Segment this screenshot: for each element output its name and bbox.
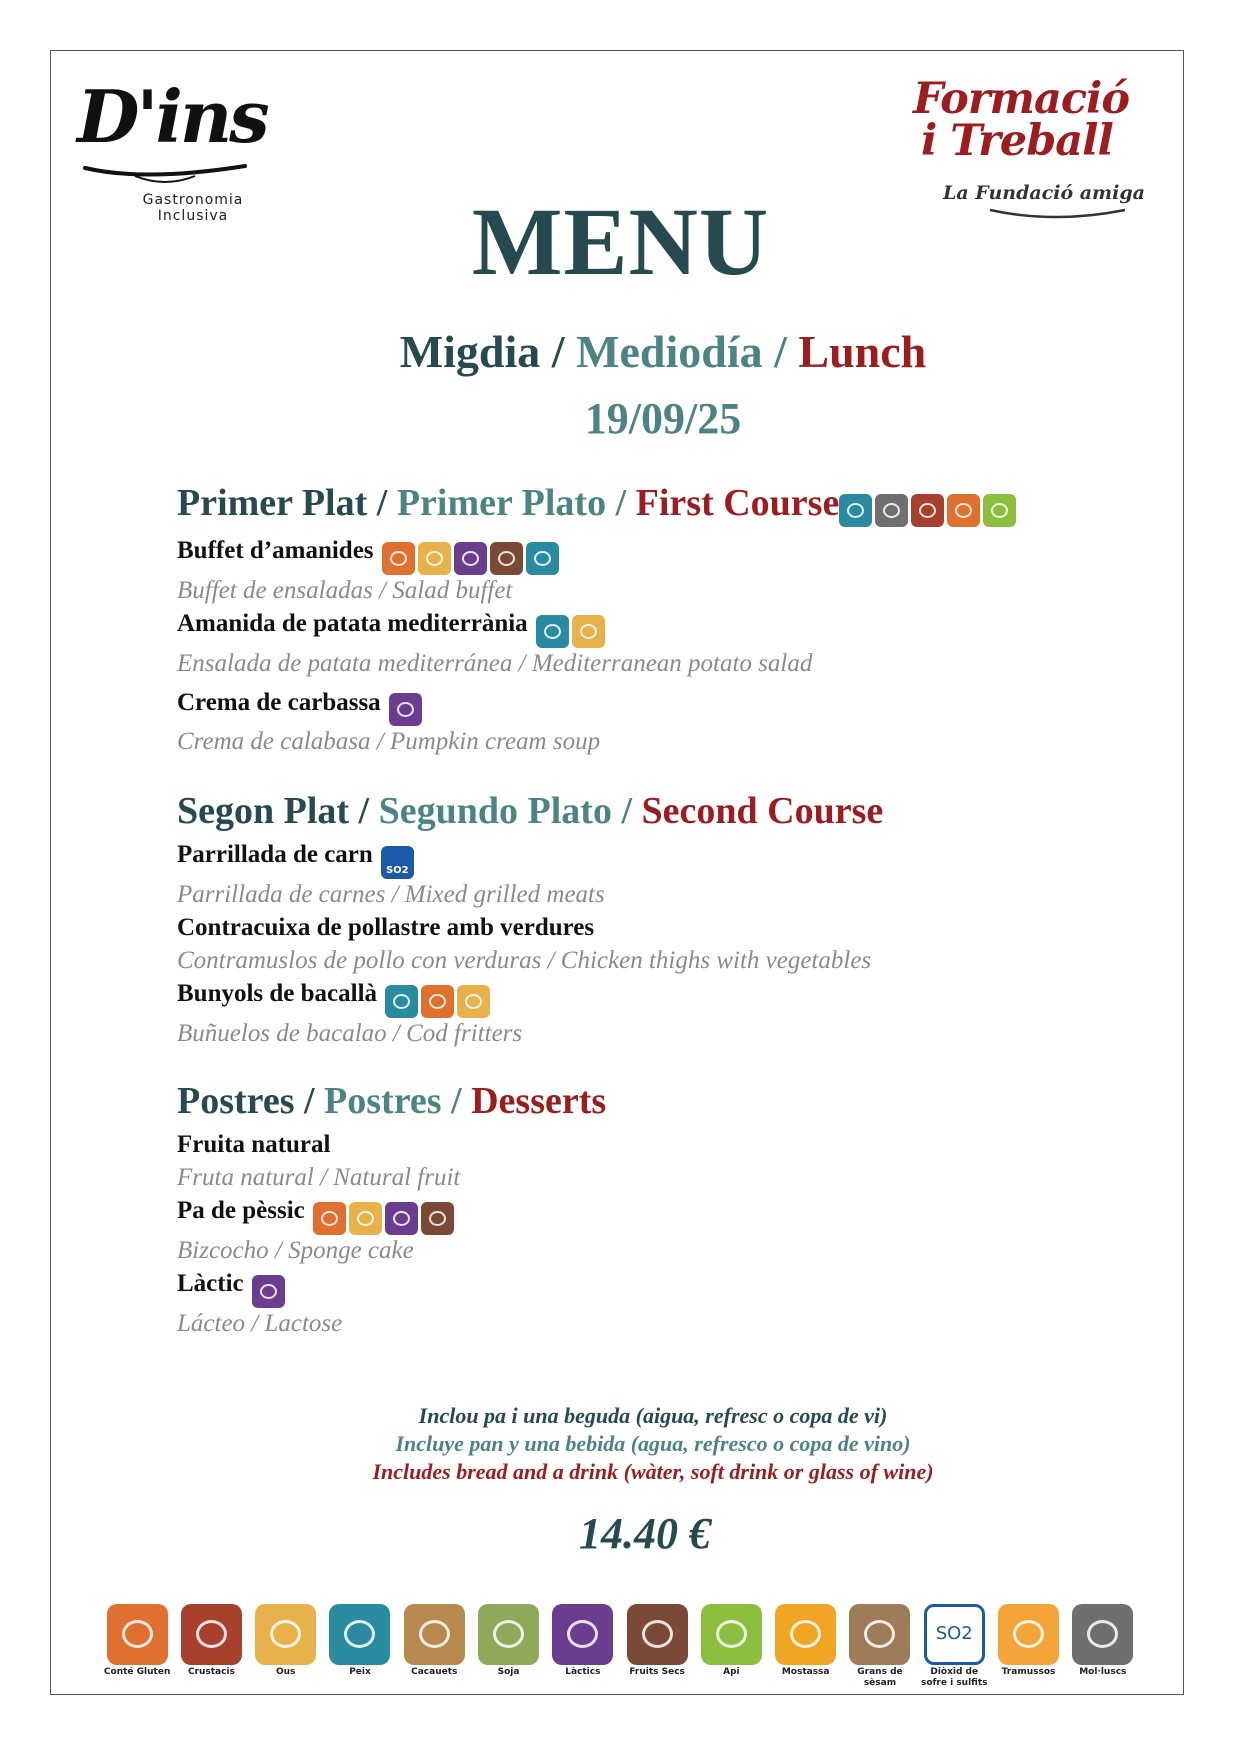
api-allergen-icon xyxy=(983,494,1016,527)
ous-allergen-icon xyxy=(418,542,451,575)
dish-name xyxy=(177,1128,606,1162)
dish-name-text: Crema de carbassa xyxy=(177,688,381,716)
dish-allergen-icons xyxy=(313,1200,457,1235)
legend-label: Ous xyxy=(275,1667,296,1677)
lactics-allergen-icon xyxy=(454,542,487,575)
dish-translation: Buñuelos de bacalao / Cod fritters xyxy=(177,1019,523,1047)
ft-logo-tagline: La Fundació amiga xyxy=(943,182,1145,204)
dish-name-text: Contracuixa de pollastre amb verdures xyxy=(177,913,595,941)
sulfits-allergen-icon xyxy=(924,1604,985,1665)
mostassa-allergen-icon xyxy=(775,1604,836,1665)
legend-item-mostassa xyxy=(769,1604,843,1689)
legend-item-fruits-secs xyxy=(620,1604,694,1689)
menu-date: 19/09/25 xyxy=(584,394,742,443)
section-second-course xyxy=(177,788,883,1050)
dins-sub-line2: Inclusiva xyxy=(157,208,229,224)
legend-item-crustacis xyxy=(174,1604,248,1689)
legend-label: Grans de sèsam xyxy=(857,1667,903,1688)
section-heading xyxy=(177,1078,606,1124)
legend-item-molluscs xyxy=(1066,1604,1140,1689)
peix-allergen-icon xyxy=(385,985,418,1018)
legend-label: Tramussos xyxy=(1001,1667,1056,1677)
legend-label: Conté Gluten xyxy=(103,1667,171,1677)
legend-label: Làctics xyxy=(565,1667,601,1677)
legend-item-api xyxy=(694,1604,768,1689)
gluten-allergen-icon xyxy=(313,1202,346,1235)
legend-item-lactics xyxy=(546,1604,620,1689)
dish-name-text: Amanida de patata mediterrània xyxy=(177,609,528,637)
subtitle-es: Mediodía xyxy=(576,326,763,377)
legend-label: Cacauets xyxy=(411,1667,458,1677)
dish-allergen-icons xyxy=(381,844,417,879)
dish-allergen-icons xyxy=(385,983,493,1018)
legend-item-cacauets xyxy=(397,1604,471,1689)
dish-name xyxy=(177,1194,606,1235)
molluscs-allergen-icon xyxy=(1072,1604,1133,1665)
dish-item xyxy=(177,1128,606,1194)
crustacis-allergen-icon xyxy=(181,1604,242,1665)
ft-logo-line2: i Treball xyxy=(921,116,1113,166)
legend-label: Fruits Secs xyxy=(629,1667,685,1677)
sulfits-allergen-icon xyxy=(381,846,414,879)
page-title: MENU xyxy=(471,188,770,295)
dish-name xyxy=(177,686,1019,727)
legend-label: Peix xyxy=(349,1667,371,1677)
dish-allergen-icons xyxy=(389,692,425,727)
legend-item-ous xyxy=(249,1604,323,1689)
heading-es: Segundo Plato / xyxy=(378,790,633,832)
dish-allergen-icons xyxy=(536,613,608,648)
legend-item-tramussos xyxy=(991,1604,1065,1689)
dish-name-text: Pa de pèssic xyxy=(177,1197,305,1224)
dish-allergen-icons xyxy=(382,540,562,575)
dish-translation: Fruta natural / Natural fruit xyxy=(177,1164,461,1191)
fruits-secs-allergen-icon xyxy=(421,1202,454,1235)
mol-luscs-allergen-icon xyxy=(875,494,908,527)
gluten-allergen-icon xyxy=(947,494,980,527)
gluten-allergen-icon xyxy=(382,542,415,575)
peix-allergen-icon xyxy=(536,615,569,648)
legend-label: Api xyxy=(723,1667,740,1677)
dish-item xyxy=(177,1194,606,1267)
dish-item xyxy=(177,977,883,1050)
dish-item xyxy=(177,686,1019,759)
lactics-allergen-icon xyxy=(385,1202,418,1235)
legend-label: Mol·luscs xyxy=(1079,1667,1127,1677)
section-heading xyxy=(177,480,1019,530)
fruits-secs-allergen-icon xyxy=(490,542,523,575)
legend-item-sesam xyxy=(843,1604,917,1689)
dins-logo-swoosh xyxy=(75,148,275,188)
dish-name xyxy=(177,1267,606,1308)
menu-notes xyxy=(0,1402,1241,1486)
heading-en: Desserts xyxy=(471,1080,607,1122)
tramussos-allergen-icon xyxy=(998,1604,1059,1665)
dins-logo-wordmark: D'ins xyxy=(77,74,267,159)
heading-en: First Course xyxy=(635,482,840,524)
dish-name-text: Parrillada de carn xyxy=(177,841,373,868)
section-desserts xyxy=(177,1078,606,1340)
gluten-allergen-icon xyxy=(421,985,454,1018)
dins-sub-line1: Gastronomia xyxy=(142,192,244,208)
dish-name xyxy=(177,977,883,1018)
dish-item xyxy=(177,534,1019,607)
sesam-allergen-icon xyxy=(849,1604,910,1665)
note-en: Includes bread and a drink (wàter, soft drink or glass of wine) xyxy=(372,1459,934,1484)
soja-allergen-icon xyxy=(478,1604,539,1665)
cacauets-allergen-icon xyxy=(404,1604,465,1665)
section-heading xyxy=(177,788,883,834)
dish-item xyxy=(177,911,883,977)
gluten-allergen-icon xyxy=(107,1604,168,1665)
heading-es: Primer Plato / xyxy=(396,482,627,524)
dish-translation: Ensalada de patata mediterránea / Mediterranean potato salad xyxy=(177,649,813,677)
lactics-allergen-icon xyxy=(552,1604,613,1665)
dish-translation: Lácteo / Lactose xyxy=(177,1309,343,1337)
dish-name-text: Làctic xyxy=(177,1269,244,1297)
note-es: Incluye pan y una bebida (agua, refresco o copa de vino) xyxy=(395,1431,911,1456)
legend-label: Mostassa xyxy=(781,1667,830,1677)
allergen-legend xyxy=(100,1604,1140,1689)
legend-item-soja xyxy=(471,1604,545,1689)
dish-translation: Crema de calabasa / Pumpkin cream soup xyxy=(177,728,601,756)
dish-name-text: Buffet d’amanides xyxy=(177,537,374,564)
peix-allergen-icon xyxy=(839,494,872,527)
heading-ca: Segon Plat / xyxy=(177,790,370,832)
dish-name xyxy=(177,838,883,879)
crustacis-allergen-icon xyxy=(911,494,944,527)
peix-allergen-icon xyxy=(329,1604,390,1665)
ous-allergen-icon xyxy=(349,1202,382,1235)
ous-allergen-icon xyxy=(457,985,490,1018)
legend-item-sulfits xyxy=(917,1604,991,1689)
fruits-secs-allergen-icon xyxy=(627,1604,688,1665)
note-ca: Inclou pa i una beguda (aigua, refresc o copa de vi) xyxy=(418,1403,888,1428)
dish-name xyxy=(177,607,1019,648)
api-allergen-icon xyxy=(701,1604,762,1665)
dish-translation: Contramuslos de pollo con verduras / Chicken thighs with vegetables xyxy=(177,946,872,974)
lactics-allergen-icon xyxy=(252,1275,285,1308)
subtitle-sep: / xyxy=(762,326,799,377)
dish-item xyxy=(177,607,1019,680)
meal-subtitle xyxy=(0,326,1241,378)
lactics-allergen-icon xyxy=(389,693,422,726)
legend-label: Crustacis xyxy=(187,1667,235,1677)
section-allergen-icons xyxy=(839,484,1019,530)
heading-es: Postres / xyxy=(324,1080,462,1122)
ous-allergen-icon xyxy=(255,1604,316,1665)
subtitle-ca: Migdia xyxy=(399,326,541,377)
dish-item xyxy=(177,1267,606,1340)
legend-item-peix xyxy=(323,1604,397,1689)
menu-price: 14.40 € xyxy=(579,1509,711,1558)
dish-name xyxy=(177,911,883,945)
peix-allergen-icon xyxy=(526,542,559,575)
dish-translation: Bizcocho / Sponge cake xyxy=(177,1236,414,1264)
legend-item-gluten xyxy=(100,1604,174,1689)
heading-ca: Primer Plat / xyxy=(177,482,388,524)
ft-logo-line1: Formació xyxy=(913,74,1130,124)
dish-name-text: Bunyols de bacallà xyxy=(177,979,378,1007)
dish-translation: Buffet de ensaladas / Salad buffet xyxy=(177,576,513,604)
heading-ca: Postres / xyxy=(177,1080,315,1122)
dish-name xyxy=(177,534,1019,575)
legend-label: Diòxid de sofre i sulfits xyxy=(920,1667,988,1688)
dish-item xyxy=(177,838,883,911)
section-first-course xyxy=(177,480,1019,758)
legend-label: Soja xyxy=(497,1667,520,1677)
dish-allergen-icons xyxy=(252,1273,288,1308)
subtitle-en: Lunch xyxy=(798,326,927,377)
heading-en: Second Course xyxy=(641,790,884,832)
ous-allergen-icon xyxy=(572,615,605,648)
dish-name-text: Fruita natural xyxy=(177,1131,331,1158)
dish-translation: Parrillada de carnes / Mixed grilled meats xyxy=(177,880,605,908)
subtitle-sep: / xyxy=(540,326,577,377)
